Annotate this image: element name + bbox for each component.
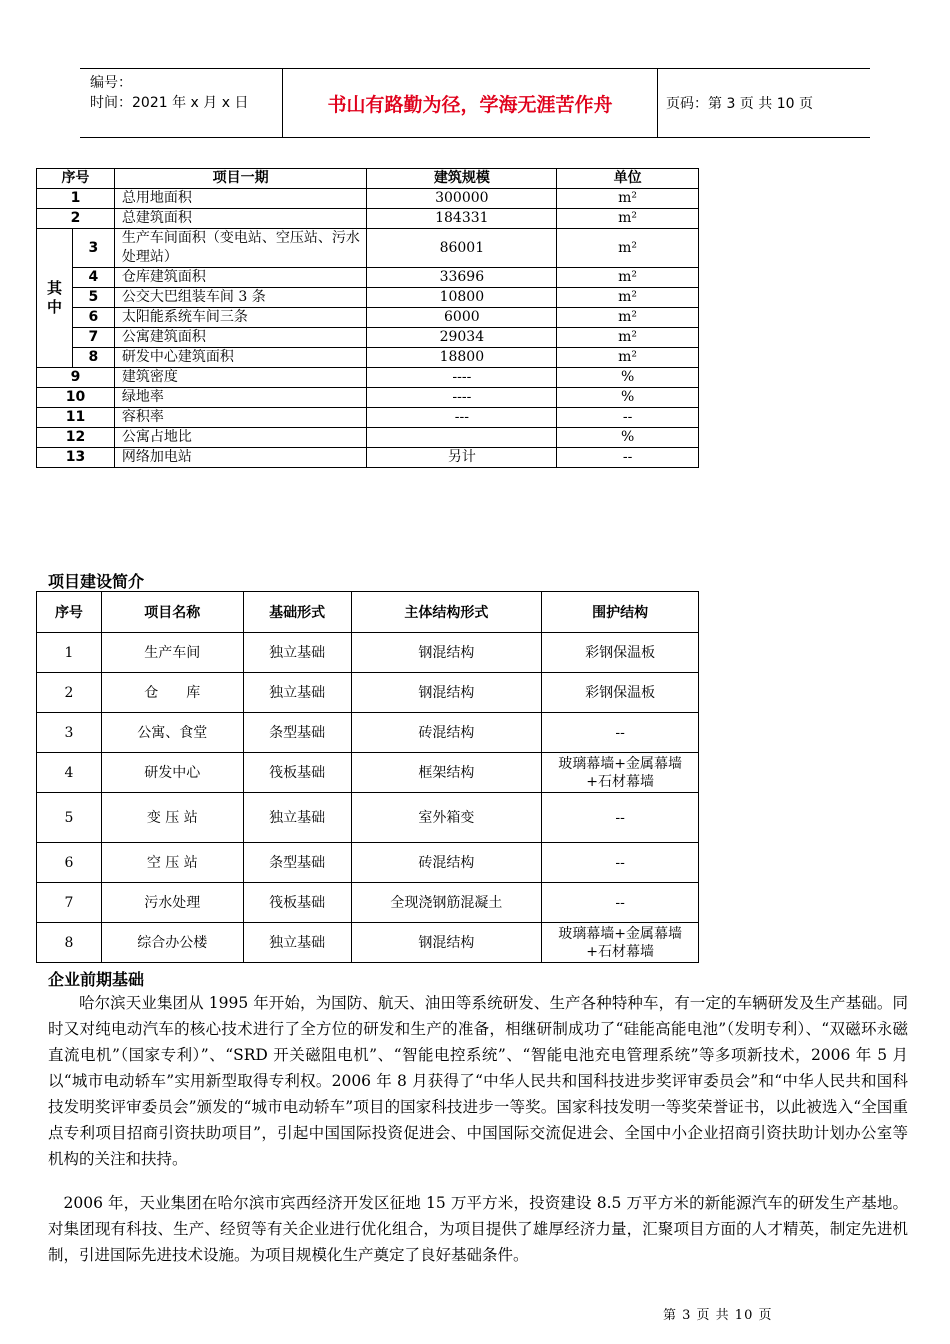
table-row [37, 268, 699, 288]
row-unit: m² [557, 308, 699, 328]
row-scale: 184331 [367, 209, 557, 229]
row-unit: % [557, 428, 699, 448]
row-base: 独立基础 [243, 673, 351, 713]
row-name: 变 压 站 [101, 793, 243, 843]
row-base: 筏板基础 [243, 883, 351, 923]
row-item: 总建筑面积 [114, 209, 367, 229]
row-unit: m² [557, 328, 699, 348]
table-row [37, 448, 699, 468]
row-name: 污水处理 [101, 883, 243, 923]
table-row [37, 229, 699, 268]
row-scale: 86001 [367, 229, 557, 268]
page-header [80, 68, 870, 138]
table-row [37, 633, 699, 673]
row-item: 太阳能系统车间三条 [114, 308, 367, 328]
row-no: 8 [37, 923, 102, 963]
row-no: 6 [72, 308, 114, 328]
row-scale: 29034 [367, 328, 557, 348]
row-structure: 全现浇钢筋混凝土 [351, 883, 542, 923]
row-no: 2 [37, 673, 102, 713]
table-header-row [37, 169, 699, 189]
table-row [37, 883, 699, 923]
row-no: 4 [37, 753, 102, 793]
header-item: 项目一期 [114, 169, 367, 189]
row-base: 条型基础 [243, 713, 351, 753]
table-row [37, 348, 699, 368]
row-name: 生产车间 [101, 633, 243, 673]
table-row [37, 328, 699, 348]
header-no: 序号 [37, 169, 115, 189]
row-enclosure: -- [542, 843, 699, 883]
page-footer: 第 3 页 共 10 页 [663, 1308, 773, 1323]
row-no: 8 [72, 348, 114, 368]
table-row [37, 308, 699, 328]
row-unit: m² [557, 348, 699, 368]
row-structure: 钢混结构 [351, 923, 542, 963]
row-scale: --- [367, 408, 557, 428]
row-unit: m² [557, 288, 699, 308]
paragraph-1: 哈尔滨天业集团从 1995 年开始，为国防、航天、油田等系统研发、生产各种特种车，有一定的车辆研发及生产基础。同时又对纯电动汽车的核心技术进行了全方位的研发和生产的准备，相继研制成功了“硅能高能电池”（发明专利）、“双磁环永磁直流电机”（国家专利）”、“SRD 开关磁阻电机”、“智能电控系统”、“智能电池充电管理系统”等多项新技术，2006 年 5 月以“城市电动轿车”实用新型取得专利权。2006 年 8 月获得了“中华人民共和国科技进步奖评审委员会”和“中华人民共和国科技发明奖评审委员会”颁发的“城市电动轿车”项目的国家科技进步一等奖。国家科技发明一等奖荣誉证书，以此被选入“全国重点专利项目招商引资扶助项目”，引起中国国际投资促进会、中国国际交流促进会、全国中小企业招商引资扶助计划办公室等机构的关注和扶持。 [48, 994, 908, 1168]
header-structure: 主体结构形式 [351, 592, 542, 633]
row-structure: 砖混结构 [351, 843, 542, 883]
section-title-basis: 企业前期基础 [48, 970, 145, 989]
row-structure: 钢混结构 [351, 673, 542, 713]
row-item: 公寓占地比 [114, 428, 367, 448]
group-label-text: 其中 [46, 279, 62, 316]
row-no: 4 [72, 268, 114, 288]
row-enclosure: 玻璃幕墙+金属幕墙+石材幕墙 [542, 753, 699, 793]
row-enclosure: -- [542, 883, 699, 923]
row-no: 13 [37, 448, 115, 468]
table-row [37, 209, 699, 229]
row-no: 5 [72, 288, 114, 308]
header-scale: 建筑规模 [367, 169, 557, 189]
table-row [37, 408, 699, 428]
header-meta [80, 69, 282, 137]
row-name: 综合办公楼 [101, 923, 243, 963]
table-row [37, 189, 699, 209]
row-no: 1 [37, 189, 115, 209]
row-unit: m² [557, 229, 699, 268]
construction-table [36, 591, 699, 963]
header-page-number: 页码：第 3 页 共 10 页 [666, 96, 813, 112]
table-row [37, 428, 699, 448]
table-row [37, 923, 699, 963]
row-enclosure: 彩钢保温板 [542, 633, 699, 673]
table-row [37, 368, 699, 388]
row-item: 容积率 [114, 408, 367, 428]
table-header-row [37, 592, 699, 633]
group-label [37, 229, 73, 368]
row-base: 独立基础 [243, 633, 351, 673]
row-no: 10 [37, 388, 115, 408]
row-no: 12 [37, 428, 115, 448]
row-no: 7 [72, 328, 114, 348]
row-no: 1 [37, 633, 102, 673]
time-label: 时间：2021 年 x 月 x 日 [90, 95, 249, 111]
header-base: 基础形式 [243, 592, 351, 633]
row-base: 独立基础 [243, 793, 351, 843]
row-item: 建筑密度 [114, 368, 367, 388]
row-no: 3 [37, 713, 102, 753]
row-scale: 另计 [367, 448, 557, 468]
row-unit: m² [557, 209, 699, 229]
row-no: 7 [37, 883, 102, 923]
row-scale: 18800 [367, 348, 557, 368]
table-row [37, 388, 699, 408]
row-base: 独立基础 [243, 923, 351, 963]
row-name: 研发中心 [101, 753, 243, 793]
header-motto: 书山有路勤为径，学海无涯苦作舟 [282, 69, 658, 137]
row-unit: % [557, 368, 699, 388]
row-scale: 10800 [367, 288, 557, 308]
row-no: 6 [37, 843, 102, 883]
row-scale: ---- [367, 368, 557, 388]
row-structure: 室外箱变 [351, 793, 542, 843]
row-no: 2 [37, 209, 115, 229]
row-no: 9 [37, 368, 115, 388]
row-item: 研发中心建筑面积 [114, 348, 367, 368]
row-base: 筏板基础 [243, 753, 351, 793]
row-unit: -- [557, 448, 699, 468]
row-unit: m² [557, 268, 699, 288]
row-item: 网络加电站 [114, 448, 367, 468]
row-no: 11 [37, 408, 115, 428]
header-name: 项目名称 [101, 592, 243, 633]
row-enclosure: 彩钢保温板 [542, 673, 699, 713]
row-name: 仓 库 [101, 673, 243, 713]
row-name: 公寓、食堂 [101, 713, 243, 753]
project-scale-table [36, 168, 699, 468]
table-row [37, 843, 699, 883]
row-item: 仓库建筑面积 [114, 268, 367, 288]
row-scale: 33696 [367, 268, 557, 288]
table-row [37, 753, 699, 793]
row-structure: 钢混结构 [351, 633, 542, 673]
table-row [37, 673, 699, 713]
row-no: 5 [37, 793, 102, 843]
number-label: 编号： [90, 75, 132, 91]
row-scale [367, 428, 557, 448]
row-item: 公交大巴组装车间 3 条 [114, 288, 367, 308]
row-scale: 300000 [367, 189, 557, 209]
row-item: 公寓建筑面积 [114, 328, 367, 348]
row-unit: % [557, 388, 699, 408]
row-enclosure: -- [542, 713, 699, 753]
paragraph-2: 2006 年，天业集团在哈尔滨市宾西经济开发区征地 15 万平方米，投资建设 8.5 万平方米的新能源汽车的研发生产基地。对集团现有科技、生产、经贸等有关企业进行优化组合，为项目提供了雄厚经济力量，汇聚项目方面的人才精英，制定先进机制，引进国际先进技术设施。为项目规模化生产奠定了良好基础条件。 [48, 1194, 908, 1264]
header-no: 序号 [37, 592, 102, 633]
row-enclosure: -- [542, 793, 699, 843]
row-base: 条型基础 [243, 843, 351, 883]
row-structure: 框架结构 [351, 753, 542, 793]
table-row [37, 793, 699, 843]
row-item: 生产车间面积（变电站、空压站、污水处理站） [114, 229, 367, 268]
row-structure: 砖混结构 [351, 713, 542, 753]
table-row [37, 713, 699, 753]
row-unit: -- [557, 408, 699, 428]
row-item: 总用地面积 [114, 189, 367, 209]
row-unit: m² [557, 189, 699, 209]
header-unit: 单位 [557, 169, 699, 189]
row-scale: 6000 [367, 308, 557, 328]
table-row [37, 288, 699, 308]
row-item: 绿地率 [114, 388, 367, 408]
row-enclosure: 玻璃幕墙+金属幕墙+石材幕墙 [542, 923, 699, 963]
row-name: 空 压 站 [101, 843, 243, 883]
section-title-intro: 项目建设简介 [48, 572, 145, 591]
row-no: 3 [72, 229, 114, 268]
header-enclosure: 围护结构 [542, 592, 699, 633]
row-scale: ---- [367, 388, 557, 408]
